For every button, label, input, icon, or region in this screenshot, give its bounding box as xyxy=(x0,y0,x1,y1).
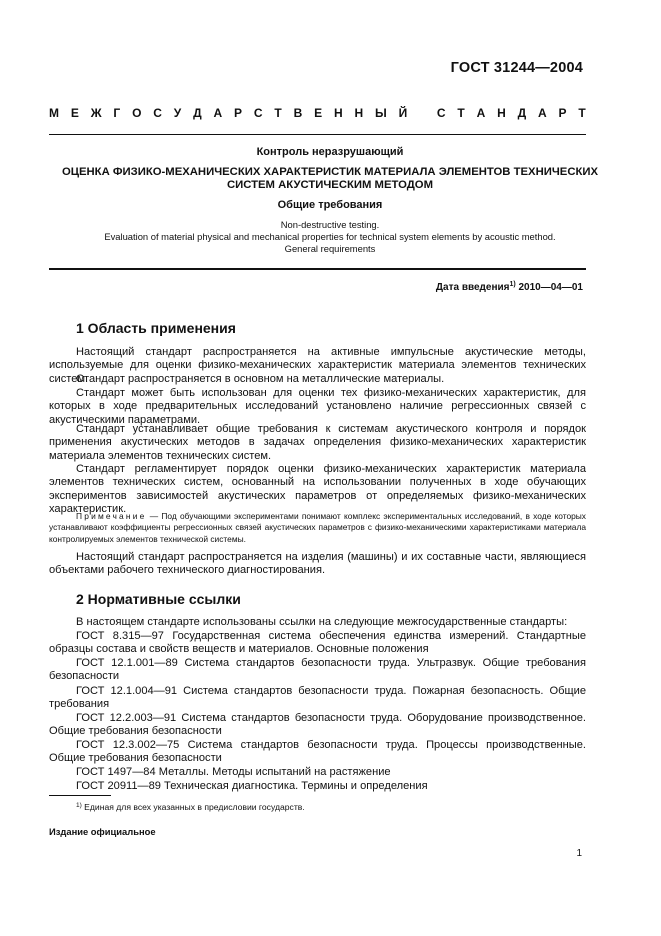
date-footnote-mark: 1) xyxy=(509,281,516,288)
section-2-intro: В настоящем стандарте использованы ссылки на следующие межгосударственные стандарты: xyxy=(76,616,568,628)
standard-type-letter: Р xyxy=(558,106,567,120)
standard-type-letter: Т xyxy=(578,106,586,120)
edition-label: Издание официальное xyxy=(49,826,156,837)
footnote-text: Единая для всех указанных в предисловии государств. xyxy=(84,802,305,812)
standard-type-letter: Й xyxy=(398,106,408,120)
effective-date xyxy=(436,281,583,293)
english-title xyxy=(40,219,620,255)
section-1-paragraph: Стандарт регламентирует порядок оценки физико-механических характеристик материала элементов технических систем, основанный на использовании полученных в ходе обучающих экспериментов зависимостей акустических параметров от определяемых физико-механических характеристик. xyxy=(49,463,586,515)
standard-type-letter: В xyxy=(293,106,303,120)
page-number: 1 xyxy=(576,848,582,859)
standard-type-letter: С xyxy=(153,106,162,120)
standard-type-letter: Ы xyxy=(374,106,387,120)
standard-type-letter: Д xyxy=(193,106,202,120)
section-1-heading: 1 Область применения xyxy=(76,320,236,336)
standard-type-letter: Т xyxy=(274,106,282,120)
header-rule xyxy=(49,134,586,135)
footnote-rule xyxy=(49,795,111,796)
title-block-rule xyxy=(49,268,586,270)
footnote xyxy=(76,802,305,812)
section-1-paragraph: Стандарт может быть использован для оценки тех физико-механических характеристик, для которых в ходе предварительных исследований установлено наличие регрессионных связей с акустическими параметрами. xyxy=(49,387,586,426)
standard-type-letter xyxy=(419,106,425,120)
reference-item: ГОСТ 12.3.002—75 Система стандартов безопасности труда. Процессы производственные. Общие требования безопасности xyxy=(49,739,586,765)
section-1-paragraph: Настоящий стандарт распространяется на изделия (машины) и их составные части, являющиеся объектами рабочего технического диагностирования. xyxy=(49,551,586,577)
standard-type-letter: А xyxy=(213,106,223,120)
standard-type-letter: Н xyxy=(354,106,364,120)
standard-type-letter: Д xyxy=(517,106,527,120)
standard-type-letter: О xyxy=(132,106,142,120)
standard-type-letter: М xyxy=(49,106,59,120)
gost-number: ГОСТ 31244—2004 xyxy=(450,60,583,76)
english-title-line-1: Non-destructive testing. xyxy=(280,219,380,230)
section-1-paragraph: Стандарт распространяется в основном на металлические материалы. xyxy=(76,373,445,385)
reference-item: ГОСТ 12.1.001—89 Система стандартов безопасности труда. Ультразвук. Общие требования безопасности xyxy=(49,657,586,683)
footnote-mark: 1) xyxy=(76,802,82,809)
standard-type-letter: Г xyxy=(113,106,121,120)
title-line-2: СИСТЕМ АКУСТИЧЕСКИМ МЕТОДОМ xyxy=(226,179,434,191)
reference-item: ГОСТ 1497—84 Металлы. Методы испытаний на растяжение xyxy=(76,766,391,778)
note-label: Примечание xyxy=(76,511,147,521)
standard-type-letter: Е xyxy=(314,106,323,120)
title-line-1: ОЦЕНКА ФИЗИКО-МЕХАНИЧЕСКИХ ХАРАКТЕРИСТИК МАТЕРИАЛА ЭЛЕМЕНТОВ ТЕХНИЧЕСКИХ xyxy=(61,166,599,178)
standard-type-letter: С xyxy=(253,106,263,120)
reference-item: ГОСТ 8.315—97 Государственная система обеспечения единства измерений. Стандартные образцы состава и свойств веществ и материалов. Основные положения xyxy=(49,630,586,656)
reference-item: ГОСТ 12.1.004—91 Система стандартов безопасности труда. Пожарная безопасность. Общие требования xyxy=(49,685,586,711)
reference-item: ГОСТ 20911—89 Техническая диагностика. Термины и определения xyxy=(76,780,428,792)
document-title xyxy=(40,166,620,192)
standard-type-letter: Т xyxy=(457,106,465,120)
standard-type-letter: Н xyxy=(333,106,343,120)
effective-date-label: Дата введения xyxy=(435,282,510,293)
subtitle-field: Контроль неразрушающий xyxy=(256,146,404,158)
subtitle-general: Общие требования xyxy=(277,199,383,211)
section-1-paragraph: Стандарт устанавливает общие требования к системам акустического контроля и порядок применения акустических методов в задачах определения физико-механических характеристик материала элементов технических систем. xyxy=(49,423,586,462)
note xyxy=(49,511,586,545)
standard-type-letter: С xyxy=(436,106,446,120)
reference-item: ГОСТ 12.2.003—91 Система стандартов безопасности труда. Оборудование производственное. Общие требования безопасности xyxy=(49,712,586,738)
section-1-paragraph: Настоящий стандарт распространяется на активные импульсные акустические методы, используемые для оценки физико-механических характеристик материала элементов технических систем. xyxy=(49,346,586,385)
standard-type-letter: Р xyxy=(234,106,243,120)
standard-type-letter: Ж xyxy=(90,106,102,120)
standard-type-letter: А xyxy=(476,106,486,120)
note-text: — Под обучающими экспериментами понимают комплекс экспериментальных исследований, в ходе которых устанавливают коэффициенты регрессионных связей акустических параметров с физико-механическими характеристиками материала контролируемых элементов технической системы. xyxy=(49,511,586,544)
standard-type-letter: Е xyxy=(70,106,79,120)
english-title-line-3: General requirements xyxy=(284,243,376,254)
standard-type-letter: Н xyxy=(497,106,506,120)
standard-type-letter: А xyxy=(538,106,547,120)
standard-type-heading xyxy=(49,106,586,120)
section-2-heading: 2 Нормативные ссылки xyxy=(76,591,241,607)
english-title-line-2: Evaluation of material physical and mechanical properties for technical system elements by acoustic method. xyxy=(104,231,556,242)
standard-type-letter: У xyxy=(173,106,182,120)
effective-date-value: 2010—04—01 xyxy=(518,282,583,293)
